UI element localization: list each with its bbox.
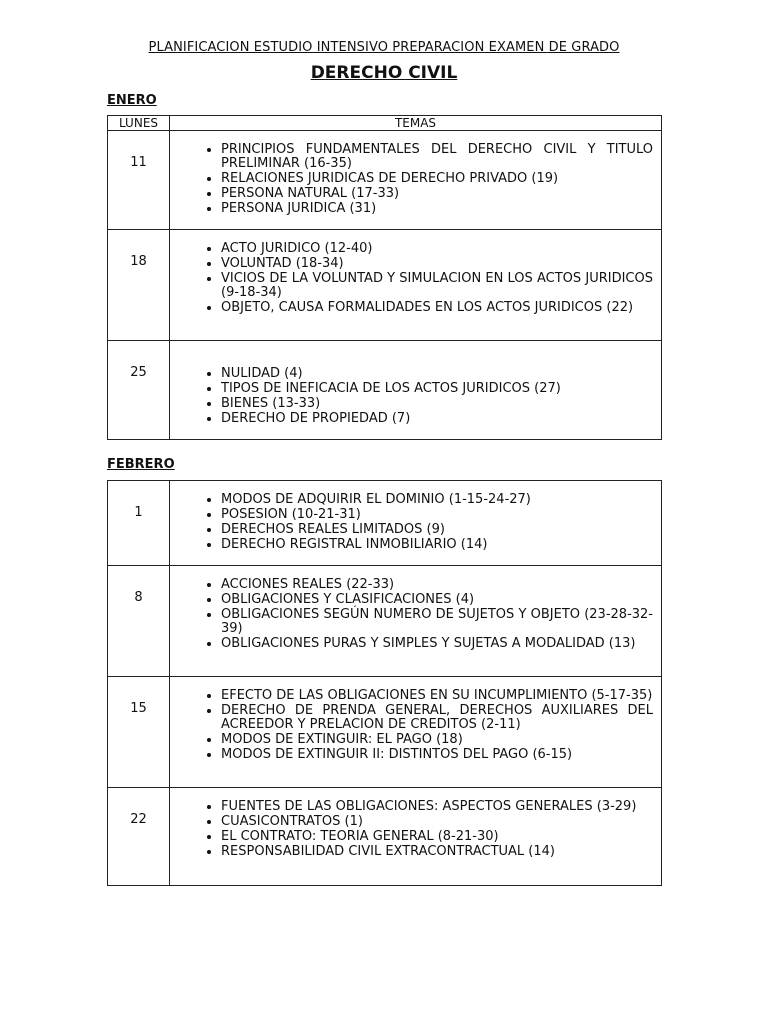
topic-item: • DERECHOS REALES LIMITADOS (9) xyxy=(221,523,653,537)
day-cell: 8 xyxy=(108,566,170,677)
table-row xyxy=(108,341,662,440)
topic-item: • CUASICONTRATOS (1) xyxy=(221,815,653,829)
topic-item: • BIENES (13-33) xyxy=(221,397,653,411)
topics-cell xyxy=(170,481,662,566)
topic-item: • PERSONA NATURAL (17-33) xyxy=(221,187,653,201)
day-cell: 11 xyxy=(108,131,170,230)
topic-item: • POSESION (10-21-31) xyxy=(221,508,653,522)
topic-item: • OBLIGACIONES PURAS Y SIMPLES Y SUJETAS A MODALIDAD (13) xyxy=(221,637,653,651)
topic-item: • OBLIGACIONES Y CLASIFICACIONES (4) xyxy=(221,593,653,607)
day-cell: 18 xyxy=(108,230,170,341)
day-cell: 22 xyxy=(108,788,170,886)
topic-item: • MODOS DE EXTINGUIR: EL PAGO (18) xyxy=(221,733,653,747)
topic-item: • PERSONA JURIDICA (31) xyxy=(221,202,653,216)
topics-cell xyxy=(170,788,662,886)
topic-item: • ACTO JURIDICO (12-40) xyxy=(221,242,653,256)
topic-list xyxy=(170,242,653,315)
schedule-table-enero xyxy=(107,115,662,440)
topic-list xyxy=(170,493,653,552)
topic-item: • FUENTES DE LAS OBLIGACIONES: ASPECTOS GENERALES (3-29) xyxy=(221,800,653,814)
topic-list xyxy=(170,800,653,859)
topic-item: • RELACIONES JURIDICAS DE DERECHO PRIVADO (19) xyxy=(221,172,653,186)
schedule-table-febrero xyxy=(107,480,662,886)
day-cell: 15 xyxy=(108,677,170,788)
month-label-febrero: FEBRERO xyxy=(107,457,175,472)
topic-item: • EL CONTRATO: TEORIA GENERAL (8-21-30) xyxy=(221,830,653,844)
topic-item: • EFECTO DE LAS OBLIGACIONES EN SU INCUMPLIMIENTO (5-17-35) xyxy=(221,689,653,703)
topic-list xyxy=(170,578,653,651)
topic-list xyxy=(170,367,653,426)
topic-item: • DERECHO DE PROPIEDAD (7) xyxy=(221,412,653,426)
table-row xyxy=(108,230,662,341)
month-label-enero: ENERO xyxy=(107,93,157,108)
topic-list xyxy=(170,143,653,216)
topic-item: • RESPONSABILIDAD CIVIL EXTRACONTRACTUAL (14) xyxy=(221,845,653,859)
day-cell: 25 xyxy=(108,341,170,440)
table-header-row xyxy=(108,116,662,131)
topic-item: • OBLIGACIONES SEGÚN NUMERO DE SUJETOS Y OBJETO (23-28-32-39) xyxy=(221,608,653,636)
topic-item: • DERECHO REGISTRAL INMOBILIARIO (14) xyxy=(221,538,653,552)
column-header-day: LUNES xyxy=(108,116,170,131)
topics-cell xyxy=(170,230,662,341)
topic-item: • MODOS DE ADQUIRIR EL DOMINIO (1-15-24-27) xyxy=(221,493,653,507)
table-row xyxy=(108,481,662,566)
topic-item: • OBJETO, CAUSA FORMALIDADES EN LOS ACTOS JURIDICOS (22) xyxy=(221,301,653,315)
document-title: PLANIFICACION ESTUDIO INTENSIVO PREPARACION EXAMEN DE GRADO xyxy=(148,40,620,55)
topic-item: • NULIDAD (4) xyxy=(221,367,653,381)
topics-cell xyxy=(170,677,662,788)
document-subtitle: DERECHO CIVIL xyxy=(310,63,458,83)
topic-item: • TIPOS DE INEFICACIA DE LOS ACTOS JURIDICOS (27) xyxy=(221,382,653,396)
table-row xyxy=(108,788,662,886)
table-row xyxy=(108,131,662,230)
table-row xyxy=(108,677,662,788)
table-row xyxy=(108,566,662,677)
topic-item: • ACCIONES REALES (22-33) xyxy=(221,578,653,592)
topic-item: • PRINCIPIOS FUNDAMENTALES DEL DERECHO CIVIL Y TITULO PRELIMINAR (16-35) xyxy=(221,143,653,171)
topics-cell xyxy=(170,341,662,440)
day-cell: 1 xyxy=(108,481,170,566)
topics-cell xyxy=(170,566,662,677)
topic-item: • MODOS DE EXTINGUIR II: DISTINTOS DEL PAGO (6-15) xyxy=(221,748,653,762)
topics-cell xyxy=(170,131,662,230)
topic-item: • VOLUNTAD (18-34) xyxy=(221,257,653,271)
topic-item: • VICIOS DE LA VOLUNTAD Y SIMULACION EN LOS ACTOS JURIDICOS (9-18-34) xyxy=(221,272,653,300)
topic-item: • DERECHO DE PRENDA GENERAL, DERECHOS AUXILIARES DEL ACREEDOR Y PRELACION DE CREDITOS (2-11) xyxy=(221,704,653,732)
topic-list xyxy=(170,689,653,762)
column-header-topics: TEMAS xyxy=(170,116,662,131)
